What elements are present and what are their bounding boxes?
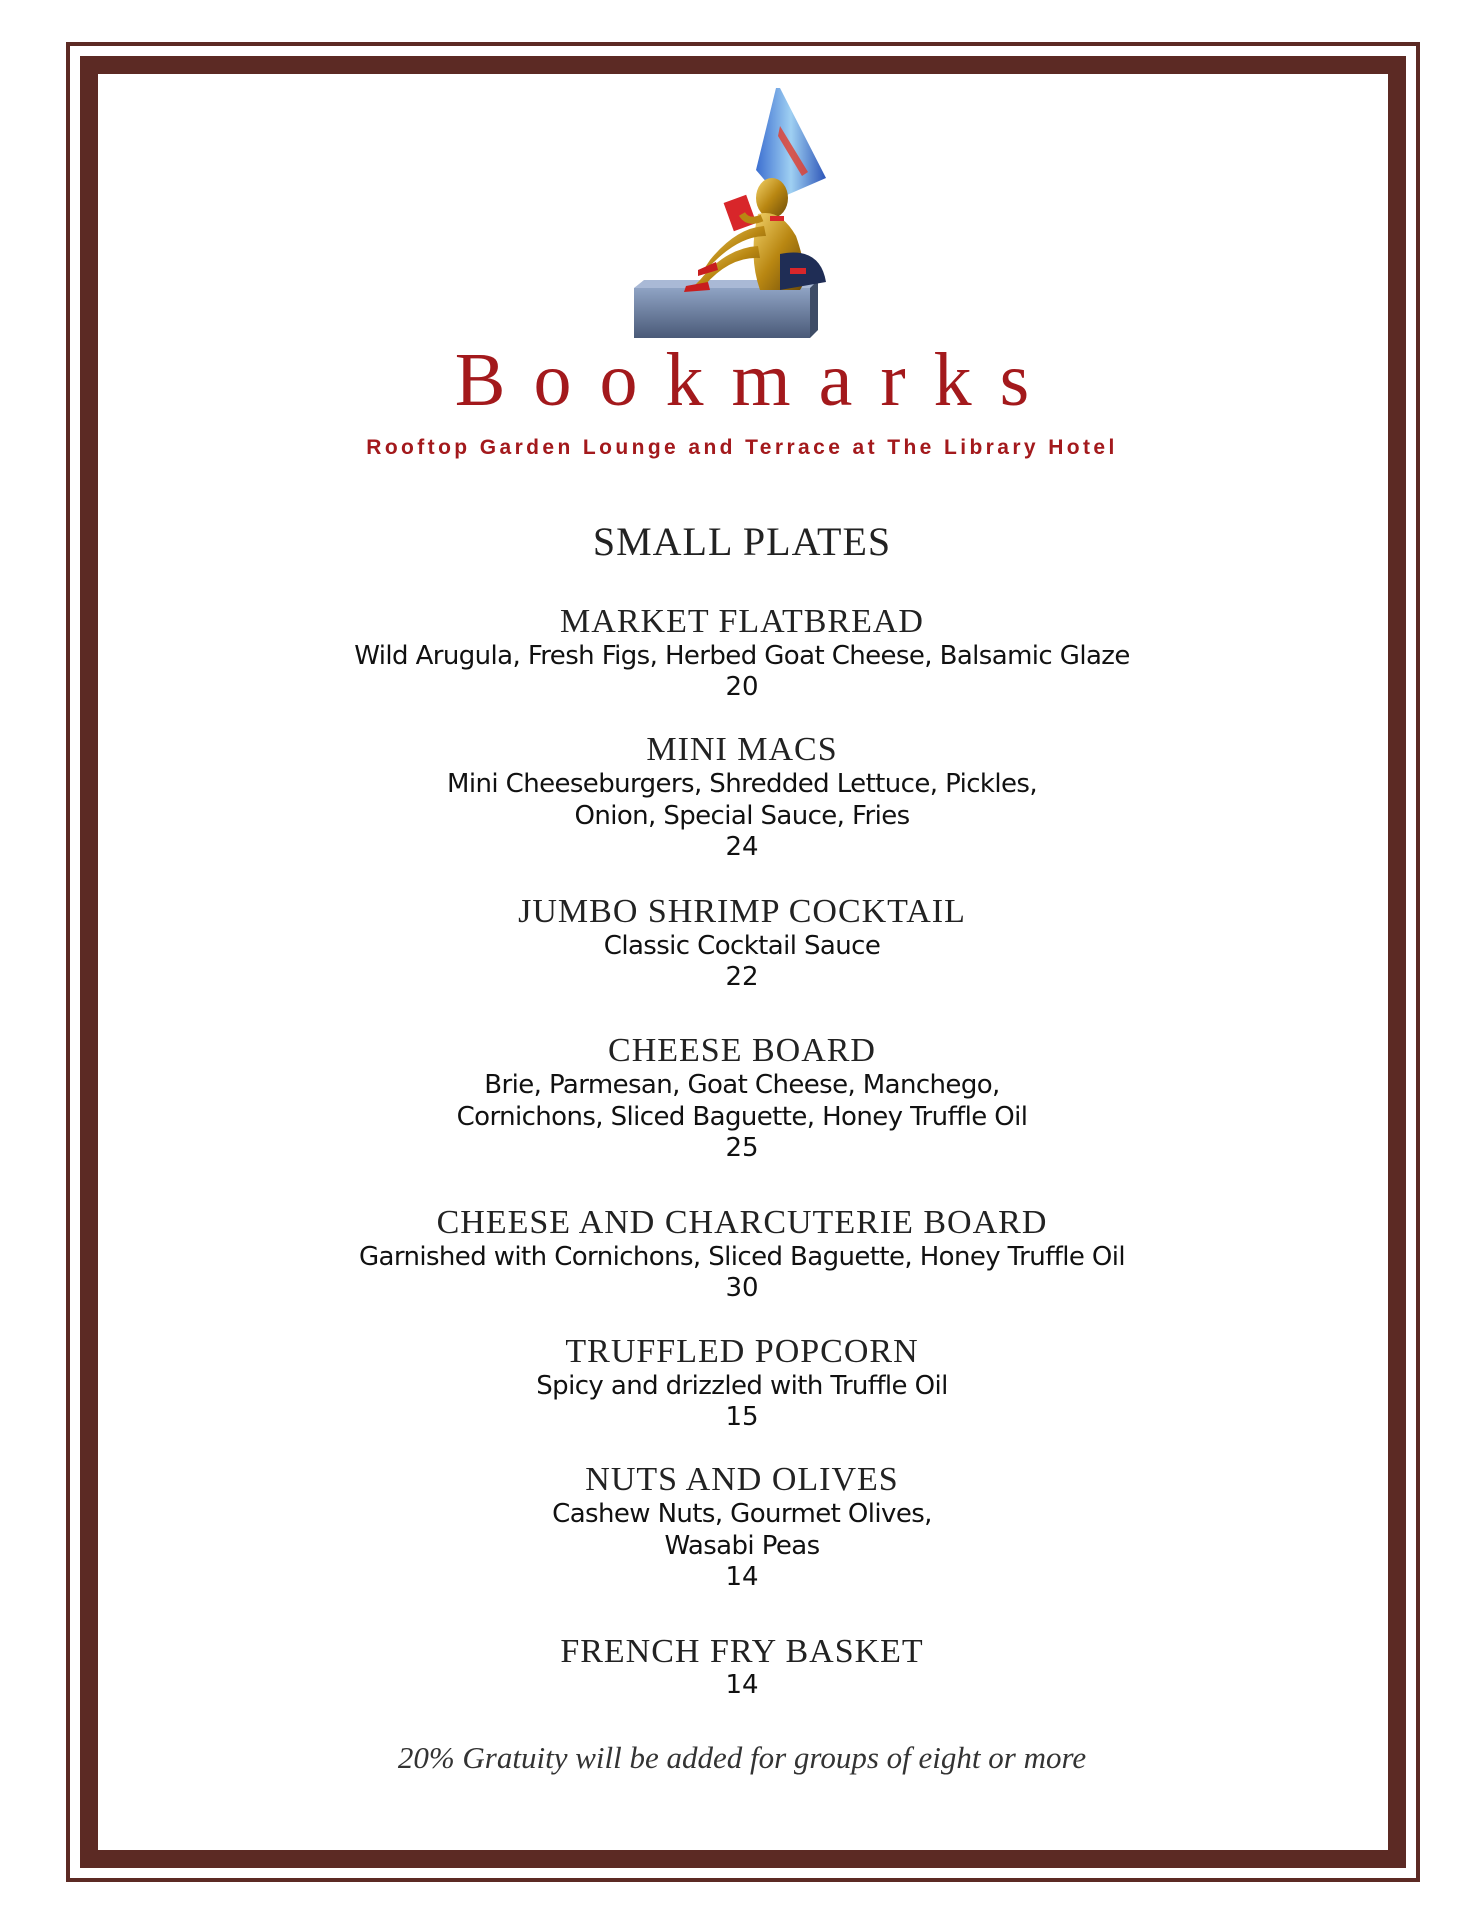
- item-name: CHEESE BOARD: [608, 1032, 876, 1069]
- menu-item: [0, 1033, 1484, 1163]
- item-description: Mini Cheeseburgers, Shredded Lettuce, Pickles, Onion, Special Sauce, Fries: [447, 769, 1037, 831]
- item-name: FRENCH FRY BASKET: [560, 1633, 924, 1670]
- menu-item: [0, 1634, 1484, 1700]
- item-price: 30: [725, 1273, 759, 1303]
- item-name: TRUFFLED POPCORN: [565, 1333, 919, 1370]
- brand-tagline: Rooftop Garden Lounge and Terrace at The Library Hotel: [366, 436, 1118, 459]
- item-price: 25: [725, 1133, 759, 1163]
- item-price: 14: [725, 1562, 759, 1592]
- item-description: Garnished with Cornichons, Sliced Baguette, Honey Truffle Oil: [358, 1242, 1126, 1272]
- item-name: NUTS AND OLIVES: [585, 1461, 899, 1498]
- section-title: SMALL PLATES: [592, 519, 892, 564]
- item-name: MINI MACS: [646, 731, 838, 768]
- item-price: 15: [725, 1402, 759, 1432]
- item-price: 24: [725, 832, 759, 862]
- item-description: Classic Cocktail Sauce: [603, 931, 881, 961]
- gratuity-note: 20% Gratuity will be added for groups of eight or more: [397, 1740, 1087, 1775]
- menu-item: [0, 1205, 1484, 1303]
- item-price: 22: [725, 962, 759, 992]
- menu-item: [0, 1334, 1484, 1432]
- item-description: Wild Arugula, Fresh Figs, Herbed Goat Cheese, Balsamic Glaze: [354, 641, 1130, 671]
- item-price: 14: [725, 1670, 759, 1700]
- menu-item: [0, 604, 1484, 702]
- item-description: Brie, Parmesan, Goat Cheese, Manchego, Cornichons, Sliced Baguette, Honey Truffle Oil: [456, 1070, 1028, 1132]
- item-name: MARKET FLATBREAD: [560, 603, 924, 640]
- menu-item: [0, 732, 1484, 862]
- item-name: JUMBO SHRIMP COCKTAIL: [518, 893, 966, 930]
- item-description: Cashew Nuts, Gourmet Olives, Wasabi Peas: [552, 1499, 932, 1561]
- item-description: Spicy and drizzled with Truffle Oil: [536, 1371, 948, 1401]
- menu-item: [0, 1462, 1484, 1592]
- menu-item: [0, 894, 1484, 992]
- reading-figure-statue-logo: [630, 86, 850, 342]
- item-name: CHEESE AND CHARCUTERIE BOARD: [436, 1204, 1048, 1241]
- item-price: 20: [725, 672, 759, 702]
- brand-name: Bookmarks: [454, 338, 1058, 422]
